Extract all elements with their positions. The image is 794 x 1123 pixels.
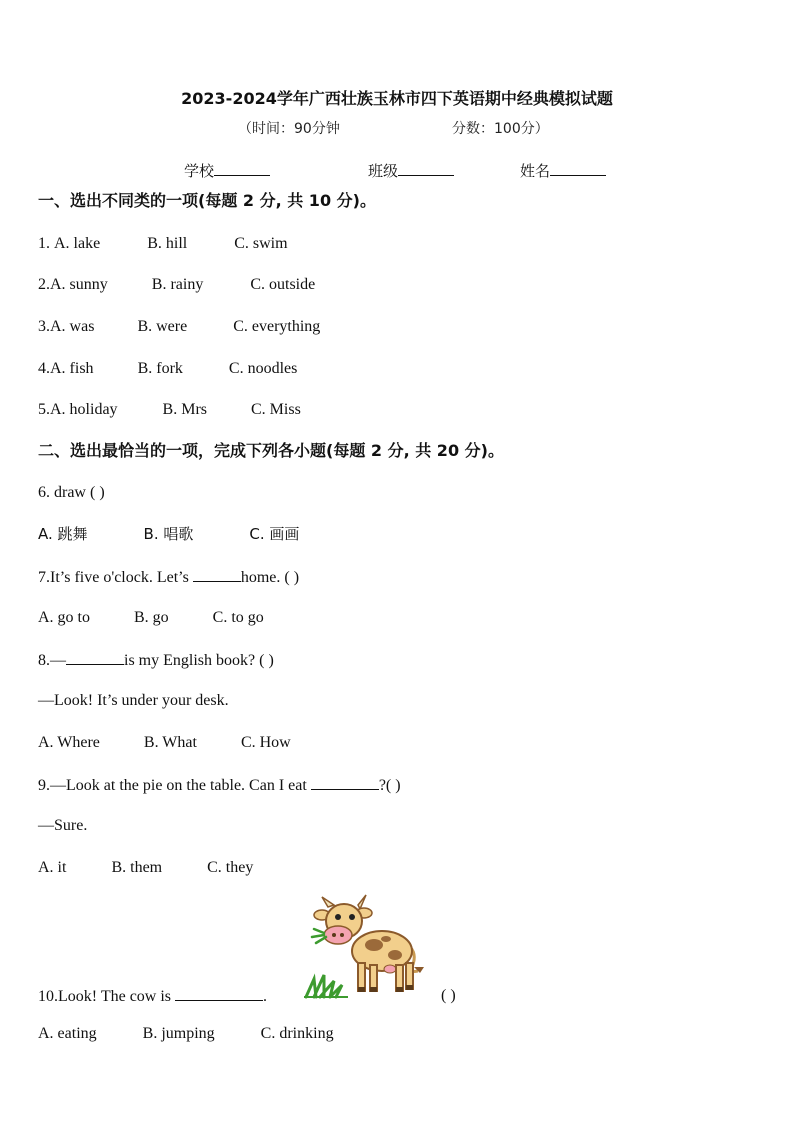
option-c: C. drinking: [260, 1025, 334, 1042]
option-a: A. 跳舞: [38, 525, 88, 543]
stem-text: 10.Look! The cow is: [38, 988, 176, 1005]
option-a: A. fish: [50, 360, 94, 377]
question-number: 5.: [38, 401, 50, 418]
answer-blank: [66, 650, 124, 665]
option-b: B. 唱歌: [143, 525, 194, 543]
option-c: C. How: [240, 734, 291, 751]
option-b: B. fork: [137, 360, 183, 377]
option-c: C. everything: [233, 318, 321, 335]
option-a: A. holiday: [50, 401, 118, 418]
option-c: C. swim: [234, 235, 288, 252]
stem-text: 9.—Look at the pie on the table. Can I eat: [38, 777, 311, 794]
option-b: B. were: [137, 318, 188, 335]
class-label: 班级: [368, 162, 399, 180]
question-6-stem: 6. draw ( ): [38, 484, 105, 501]
option-c: C. to go: [212, 609, 264, 626]
option-b: B. What: [143, 734, 197, 751]
option-b: B. hill: [147, 235, 188, 252]
question-number: 2.: [38, 276, 50, 293]
stem-text: ?( ): [378, 777, 401, 794]
school-blank: [214, 161, 270, 176]
question-9-options: [38, 858, 253, 878]
option-c: C. Miss: [251, 401, 301, 418]
question-9-reply: —Sure.: [38, 817, 88, 834]
answer-blank: [193, 567, 241, 582]
option-b: B. rainy: [151, 276, 204, 293]
question-7-stem: [38, 567, 299, 588]
question-3: [38, 317, 320, 337]
option-c: C. noodles: [228, 360, 298, 377]
option-b: B. jumping: [142, 1025, 215, 1042]
question-8-stem: [38, 650, 274, 671]
section1-heading: 一、选出不同类的一项(每题 2 分, 共 10 分)。: [38, 191, 376, 210]
school-label: 学校: [184, 162, 215, 180]
option-a: A. sunny: [50, 276, 108, 293]
question-8-reply: —Look! It’s under your desk.: [38, 692, 229, 709]
question-number: 1.: [38, 235, 54, 252]
question-number: 4.: [38, 360, 50, 377]
time-label: （时间：90分钟: [238, 121, 340, 137]
stem-text: 7.It’s five o'clock. Let’s: [38, 569, 193, 586]
option-c: C. they: [207, 859, 254, 876]
question-4: [38, 359, 297, 379]
question-10-answer-paren: ( ): [441, 987, 456, 1004]
option-a: A. was: [50, 318, 95, 335]
score-label: 分数：100分）: [452, 121, 549, 137]
question-7-options: [38, 608, 264, 628]
question-10-stem: [38, 986, 267, 1007]
question-1: [38, 234, 288, 254]
question-5: [38, 400, 301, 420]
answer-blank: [311, 775, 379, 790]
school-field: [184, 160, 270, 181]
option-c: C. 画画: [249, 525, 300, 543]
exam-title: 2023-2024学年广西壮族玉林市四下英语期中经典模拟试题: [181, 89, 613, 108]
option-a: A. go to: [38, 609, 90, 626]
question-2: [38, 275, 315, 295]
question-6-options: [38, 524, 299, 544]
name-field: [520, 160, 606, 181]
option-a: A. Where: [38, 734, 100, 751]
option-b: B. Mrs: [162, 401, 207, 418]
cow-icon: [300, 893, 430, 1003]
answer-blank: [175, 986, 263, 1001]
option-c: C. outside: [250, 276, 316, 293]
option-a: A. it: [38, 859, 67, 876]
stem-text: home. ( ): [240, 569, 300, 586]
stem-text: .: [263, 988, 268, 1005]
name-blank: [550, 161, 606, 176]
stem-text: is my English book? ( ): [124, 652, 274, 669]
option-b: B. them: [111, 859, 163, 876]
section2-heading: 二、选出最恰当的一项，完成下列各小题(每题 2 分, 共 20 分)。: [38, 441, 504, 460]
class-field: [368, 160, 454, 181]
option-b: B. go: [134, 609, 169, 626]
stem-text: 8.—: [38, 652, 66, 669]
question-number: 3.: [38, 318, 50, 335]
option-a: A. lake: [54, 235, 101, 252]
question-9-stem: [38, 775, 401, 796]
name-label: 姓名: [520, 162, 551, 180]
question-10-options: [38, 1024, 334, 1044]
class-blank: [398, 161, 454, 176]
question-8-options: [38, 733, 291, 753]
option-a: A. eating: [38, 1025, 97, 1042]
